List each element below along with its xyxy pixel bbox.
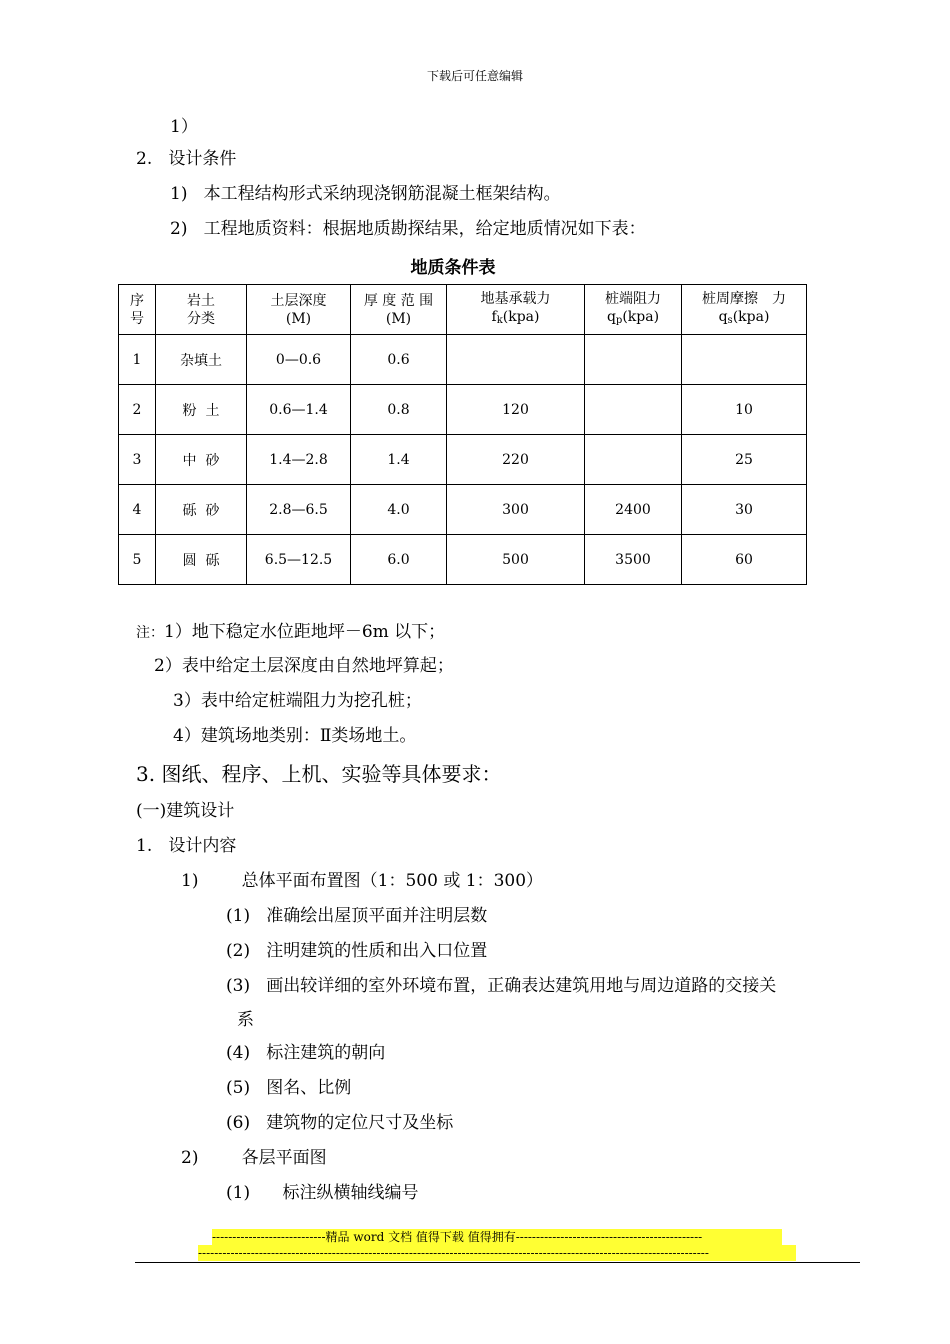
cell-soil: 粉 土 [156, 385, 247, 435]
item-1-tail: 1） [170, 117, 198, 137]
condition-1: 1) 本工程结构形式采纳现浇钢筋混凝土框架结构。 [170, 184, 561, 204]
footer-rule [135, 1262, 860, 1263]
footer-banner-line-1: ----------------------------精品 word 文档 值得下载 值得拥有---------------------------------------------- [212, 1229, 782, 1245]
cell-no: 4 [119, 485, 156, 535]
cell-qp: 2400 [585, 485, 682, 535]
cell-no: 2 [119, 385, 156, 435]
header-depth: 土层深度 (M) [247, 285, 351, 335]
cell-soil: 砾 砂 [156, 485, 247, 535]
cell-depth: 6.5—12.5 [247, 535, 351, 585]
section-3-heading: 3. 图纸、程序、上机、实验等具体要求： [136, 762, 502, 786]
cell-no: 5 [119, 535, 156, 585]
cell-qs [682, 335, 807, 385]
part-1-heading: (一)建筑设计 [136, 801, 235, 821]
note-4: 4）建筑场地类别：Ⅱ类场地土。 [173, 726, 417, 746]
cell-qp: 3500 [585, 535, 682, 585]
header-no: 序 号 [119, 285, 156, 335]
cell-thickness: 6.0 [351, 535, 447, 585]
note-3: 3）表中给定桩端阻力为挖孔桩； [173, 691, 422, 711]
sub-1-item-4: (4) 标注建筑的朝向 [226, 1043, 386, 1063]
sub-2-item-1: (1) 标注纵横轴线编号 [226, 1183, 419, 1203]
cell-no: 3 [119, 435, 156, 485]
cell-thickness: 0.6 [351, 335, 447, 385]
cell-qp [585, 435, 682, 485]
table-row [119, 535, 807, 585]
table-row [119, 335, 807, 385]
cell-depth: 0.6—1.4 [247, 385, 351, 435]
header-thickness: 厚 度 范 围 (M) [351, 285, 447, 335]
header-soil: 岩土 分类 [156, 285, 247, 335]
table-header-row [119, 285, 807, 335]
cell-qs: 60 [682, 535, 807, 585]
section-2-heading: 2. 设计条件 [136, 149, 237, 169]
cell-depth: 0—0.6 [247, 335, 351, 385]
cell-thickness: 0.8 [351, 385, 447, 435]
table-row [119, 485, 807, 535]
footer-banner-line-2: ------------------------------------------------------------------------------------------------------------------------------ [198, 1245, 796, 1261]
cell-qp [585, 335, 682, 385]
cell-fk: 220 [447, 435, 585, 485]
header-bearing: 地基承载力 $f_k(kpa)$ [447, 285, 585, 335]
cell-thickness: 4.0 [351, 485, 447, 535]
cell-fk: 120 [447, 385, 585, 435]
cell-soil: 圆 砾 [156, 535, 247, 585]
condition-2: 2) 工程地质资料：根据地质勘探结果，给定地质情况如下表： [170, 219, 646, 239]
cell-thickness: 1.4 [351, 435, 447, 485]
cell-soil: 杂填土 [156, 335, 247, 385]
sub-1-item-6: (6) 建筑物的定位尺寸及坐标 [226, 1113, 454, 1133]
header-side-friction: 桩周摩擦 力 $q_s(kpa)$ [682, 285, 807, 335]
header-note: 下载后可任意编辑 [426, 69, 523, 83]
cell-qs: 10 [682, 385, 807, 435]
design-content-heading: 1. 设计内容 [136, 836, 237, 856]
cell-fk: 300 [447, 485, 585, 535]
table-row [119, 385, 807, 435]
sub-1-item-3-cont: 系 [237, 1010, 254, 1030]
sub-1-item-3: (3) 画出较详细的室外环境布置，正确表达建筑用地与周边道路的交接关 [226, 976, 777, 996]
cell-qs: 25 [682, 435, 807, 485]
note-2: 2）表中给定土层深度由自然地坪算起； [154, 656, 454, 676]
table-title: 地质条件表 [410, 258, 496, 278]
header-tip-resistance: 桩端阻力 $q_p(kpa)$ [585, 285, 682, 335]
cell-soil: 中 砂 [156, 435, 247, 485]
table-row [119, 435, 807, 485]
note-1: 注：1）地下稳定水位距地坪－6m 以下； [136, 622, 446, 642]
sub-2-heading: 2) 各层平面图 [181, 1148, 327, 1168]
cell-qp [585, 385, 682, 435]
sub-1-heading: 1) 总体平面布置图（1：500 或 1：300） [181, 871, 544, 891]
cell-no: 1 [119, 335, 156, 385]
cell-depth: 1.4—2.8 [247, 435, 351, 485]
sub-1-item-5: (5) 图名、比例 [226, 1078, 352, 1098]
cell-depth: 2.8—6.5 [247, 485, 351, 535]
sub-1-item-2: (2) 注明建筑的性质和出入口位置 [226, 941, 488, 961]
cell-fk: 500 [447, 535, 585, 585]
sub-1-item-1: (1) 准确绘出屋顶平面并注明层数 [226, 906, 488, 926]
geology-table [118, 284, 807, 585]
cell-fk [447, 335, 585, 385]
cell-qs: 30 [682, 485, 807, 535]
